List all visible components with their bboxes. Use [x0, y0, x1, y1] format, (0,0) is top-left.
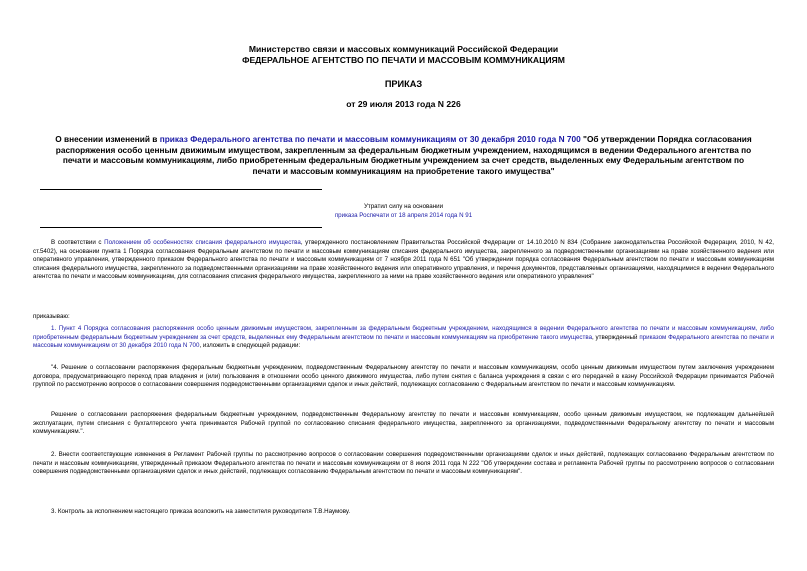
- expired-line: Утратил силу на основании: [363, 203, 444, 210]
- item-3-paragraph: 3. Контроль за исполнением настоящего приказа возложить на заместителя руководителя Т.В.Наумову.: [51, 508, 351, 515]
- item-1-order-link[interactable]: приказом Федерального агентства по печати и массовым коммуникациям от 30 декабря 2010 года N 700: [33, 333, 774, 350]
- expired-link[interactable]: приказа Роспечати от 18 апреля 2014 года N 91: [334, 212, 473, 219]
- item-1-paragraph: [33, 325, 774, 351]
- quote-paragraph-1: "4. Решение о согласовании распоряжения федеральным бюджетным учреждением, подведомственным Федеральному агентству по печати и массовым коммуникациям, особо ценным движимым имуществом путем заключения учреждением договора, предусматривающего переход прав владения и (или) пользования в отношении особо ценного движимого имущества, либо путем снятия с баланса учреждения в связи с его передачей в казну Российской Федерации принимается Рабочей группой по рассмотрению вопросов о согласовании совершения подведомственными организациями сделок и иных действий, подлежащих согласованию с Федеральным агентством по печати и массовым коммуникациям.: [33, 364, 774, 389]
- title-suffix: "Об утверждении Порядка согласования распоряжения особо ценным движимым имуществом, закрепленным за федеральным бюджетным учреждением, находящимся в ведении Федерального агентства по печати и массовым коммуникациям, либо приобретенным федеральным бюджетным учреждением за счет средств, выделенных ему Федеральным агентством по печати и массовым коммуникациям на приобретение такого имущества": [55, 134, 752, 176]
- preamble-paragraph: [33, 239, 774, 282]
- doc-title: [53, 134, 754, 176]
- doc-type: ПРИКАЗ: [384, 79, 423, 89]
- quote-paragraph-2: Решение о согласовании распоряжения федеральным бюджетным учреждением, подведомственным Федеральному агентству по печати и массовым коммуникациям, особо ценным движимым имуществом, не подлежащим дальнейшей эксплуатации, путем списания с бухгалтерского учета принимается Рабочей группой по согласованию списания федерального имущества, закрепленного за организациями, подведомственными Федеральному агентству по печати и массовым коммуникациям.".: [33, 411, 774, 436]
- preamble-link[interactable]: Положением об особенностях списания федерального имущества: [104, 239, 301, 246]
- agency-name: ФЕДЕРАЛЬНОЕ АГЕНТСТВО ПО ПЕЧАТИ И МАССОВЫМ КОММУНИКАЦИЯМ: [242, 55, 565, 65]
- ministry-name: Министерство связи и массовых коммуникаций Российской Федерации: [248, 44, 559, 54]
- item-1-link[interactable]: 1. Пункт 4 Порядка согласования распоряжения особо ценным движимым имуществом, закрепленным за федеральным бюджетным учреждением, находящимся в ведении Федерального агентства по печати и массовым коммуникациям, либо приобретенным федеральным бюджетным учреждением за счет средств, выделенных ему Федеральным агентством по печати и массовым коммуникациям на приобретение такого имущества: [33, 325, 774, 341]
- title-link[interactable]: приказ Федерального агентства по печати и массовым коммуникациям от 30 декабря 2010 года N 700: [159, 134, 581, 144]
- preamble-text-1: В соответствии с: [51, 239, 105, 246]
- divider-bottom: [40, 227, 322, 228]
- title-prefix: О внесении изменений в: [55, 134, 160, 144]
- expired-note: [33, 202, 774, 220]
- order-word: приказываю:: [33, 313, 70, 320]
- divider-top: [40, 189, 322, 190]
- item-1-tail: , изложить в следующей редакции:: [199, 342, 301, 350]
- doc-date-number: от 29 июля 2013 года N 226: [346, 99, 461, 109]
- item-1-text: , утвержденный: [592, 333, 640, 341]
- preamble-text-2: , утвержденного постановлением Правительства Российской Федерации от 14.10.2010 N 834 (Собрание законодательства Российской Федерации, 2010, N 42, ст.5402), на основании пункта 1 Порядка согласования Федеральным агентством по печати и массовым коммуникациям списания федерального имущества, закрепленного за подведомственными организациями на праве хозяйственного ведения или оперативного управления, утвержденного приказом Федерального агентства по печати и массовым коммуникациям от 7 ноября 2011 года N 651 "Об утверждении порядка согласования Федеральным агентством по печати и массовым коммуникациям списания федерального имущества, закрепленного за подведомственными организациями на праве хозяйственного ведения или оперативного управления, и перечня документов, представляемых организациями, находящимися в ведении Федерального агентства по печати и массовым коммуникациям, для согласования списания федерального имущества, закрепленного за ними на праве хозяйственного ведения или оперативного управления": [33, 239, 774, 281]
- item-2-paragraph: 2. Внести соответствующие изменения в Регламент Рабочей группы по рассмотрению вопросов о согласовании совершения подведомственными организациями сделок и иных действий, подлежащих согласованию Федеральным агентством по печати и массовым коммуникациям, утвержденный приказом Федерального агентства по печати и массовым коммуникациям от 8 июля 2011 года N 222 "Об утверждении состава и регламента Рабочей группы по рассмотрению вопросов о согласовании совершения подведомственными организациями сделок и иных действий, подлежащих согласованию Федеральным агентством по печати и массовым коммуникациям".: [33, 451, 774, 476]
